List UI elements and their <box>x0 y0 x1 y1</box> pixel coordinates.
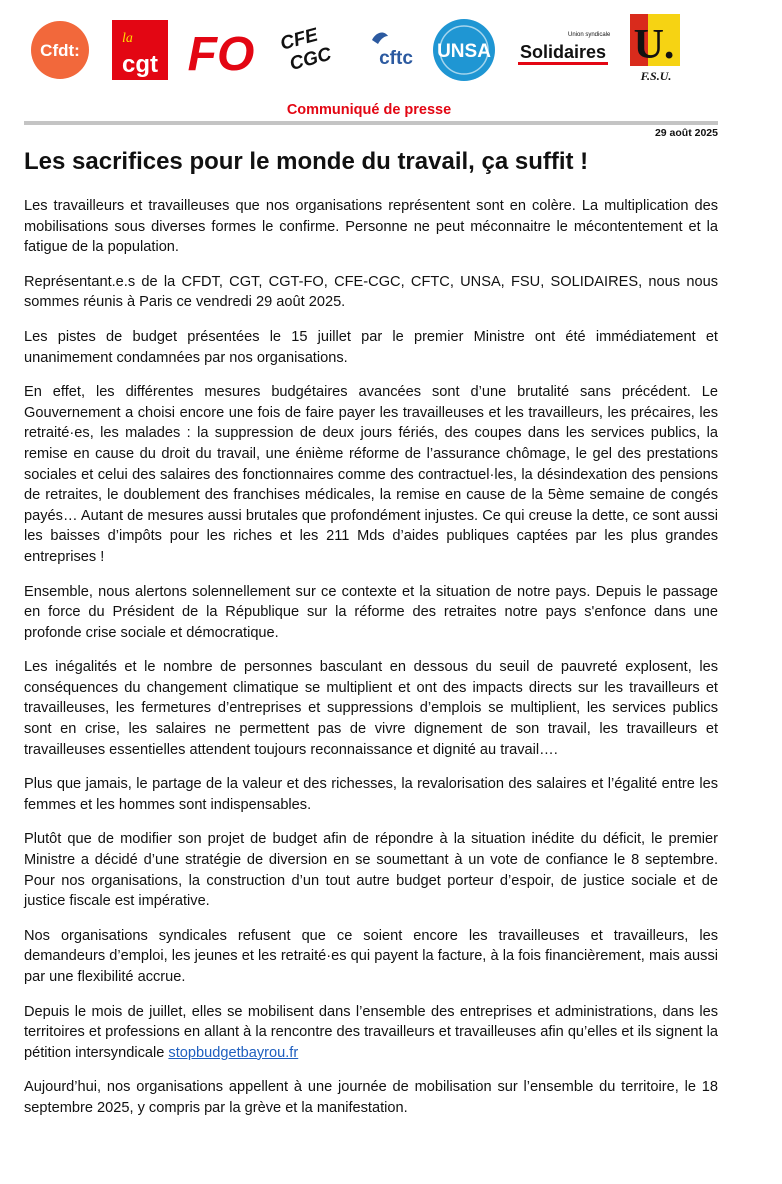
paragraph: Nos organisations syndicales refusent que ce soient encore les travailleuses et travailleurs, les demandeurs d’emploi, les jeunes et les retraité·es qui payent la facture, à la fois financièrement, mais aussi par une flexibilité accrue. <box>24 927 718 985</box>
svg-text:Cfdt:: Cfdt: <box>40 41 80 60</box>
svg-text:cftc: cftc <box>379 48 413 69</box>
fsu-logo <box>624 12 688 84</box>
unsa-logo <box>432 18 496 82</box>
press-release-kicker: Communiqué de presse <box>286 102 452 118</box>
closing-paragraph: Aujourd’hui, nos organisations appellent à une journée de mobilisation sur l’ensemble du territoire, le 18 septembre 2025, y compris par la grève et la manifestation. <box>24 1079 718 1116</box>
paragraph: Plus que jamais, le partage de la valeur et des richesses, la revalorisation des salaires et l’égalité entre les femmes et les hommes sont indispensables. <box>24 776 718 813</box>
release-date: 29 août 2025 <box>654 127 718 139</box>
paragraph: Plutôt que de modifier son projet de budget afin de répondre à la situation inédite du déficit, le premier Ministre a décidé d’une stratégie de diversion en se soumettant à un vote de confiance le 8 septembre. Pour nos organisations, la construction d’un tout autre budget porteur d’espoir, de justice sociale et de justice fiscale est impérative. <box>24 831 718 910</box>
press-release-body <box>24 196 718 1133</box>
cgt-logo <box>112 20 168 80</box>
svg-text:cgt: cgt <box>122 51 158 78</box>
cfdt-logo <box>30 20 90 80</box>
fo-logo <box>188 22 254 80</box>
header-divider <box>24 121 718 125</box>
paragraph: Les inégalités et le nombre de personnes basculant en dessous du seuil de pauvreté explosent, les conséquences du changement climatique se multiplient et ont des impacts directs sur les travailleurs et travailleuses, les fermetures d’entreprises et suppressions d’emplois se multiplient, les services publics sont en crise, les salaires ne permettent pas de vivre dignement de son travail, les travailleurs et travailleuses essentielles attendent toujours reconnaissance et dignité au travail…. <box>24 659 718 758</box>
paragraph: Représentant.e.s de la CFDT, CGT, CGT-FO, CFE-CGC, CFTC, UNSA, FSU, SOLIDAIRES, nous nous sommes réunis à Paris ce vendredi 29 août 2025. <box>24 273 718 311</box>
svg-text:UNSA: UNSA <box>437 41 491 62</box>
union-logos-bar <box>28 12 688 84</box>
petition-link[interactable]: stopbudgetbayrou.fr <box>168 1044 299 1061</box>
page-title: Les sacrifices pour le monde du travail, ça suffit ! <box>24 148 589 175</box>
solidaires-logo <box>516 26 610 74</box>
cftc-logo <box>366 26 422 72</box>
svg-text:CFE: CFE <box>278 24 321 55</box>
svg-text:la: la <box>122 31 133 46</box>
svg-text:FO: FO <box>188 28 254 80</box>
svg-text:F.S.U.: F.S.U. <box>640 69 672 83</box>
svg-text:Solidaires: Solidaires <box>519 42 607 62</box>
petition-text: Depuis le mois de juillet, elles se mobilisent dans l’ensemble des entreprises et administrations, dans les territoires et professions en allant à la rencontre des travailleurs et travailleuses afin qu’elles et ils signent la pétition intersyndicale <box>24 1003 718 1061</box>
svg-text:Union syndicale: Union syndicale <box>568 32 610 38</box>
paragraph: Les travailleurs et travailleuses que nos organisations représentent sont en colère. La multiplication des mobilisations sous diverses formes le confirme. Personne ne peut méconnaitre le mécontentement et la fatigue de la population. <box>24 198 718 256</box>
paragraph: En effet, les différentes mesures budgétaires avancées sont d’une brutalité sans précédent. Le Gouvernement a choisi encore une fois de faire payer les travailleuses et les travailleurs, les précaires, les retraité·es, les malades : la suppression de deux jours fériés, des coupes dans les services publics, la remise en cause du droit du travail, une énième réforme de l’assurance chômage, le gel des prestations sociales et celui des salaires des fonctionnaires comme des contractuel·les, la désindexation des pensions de retraites, le doublement des franchises médicales, la remise en cause de la 5ème semaine de congés payés… Autant de mesures aussi brutales que profondément injustes. Ce qui creuse la dette, ce sont aussi les baisses d’impôts pour les riches et les 211 Mds d’aides publiques captées par les plus grandes entreprises ! <box>24 384 718 565</box>
svg-text:U.: U. <box>633 22 675 68</box>
paragraph: Les pistes de budget présentées le 15 juillet par le premier Ministre ont été immédiatement et unanimement condamnées par nos organisations. <box>24 328 718 366</box>
cfe-cgc-logo <box>272 20 338 80</box>
paragraph: Ensemble, nous alertons solennellement sur ce contexte et la situation de notre pays. Depuis le passage en force du Président de la République sur la réforme des retraites notre pays s'enfonce dans une profonde crise sociale et démocratique. <box>24 583 718 641</box>
svg-text:CGC: CGC <box>287 43 334 75</box>
petition-paragraph <box>24 1002 718 1064</box>
